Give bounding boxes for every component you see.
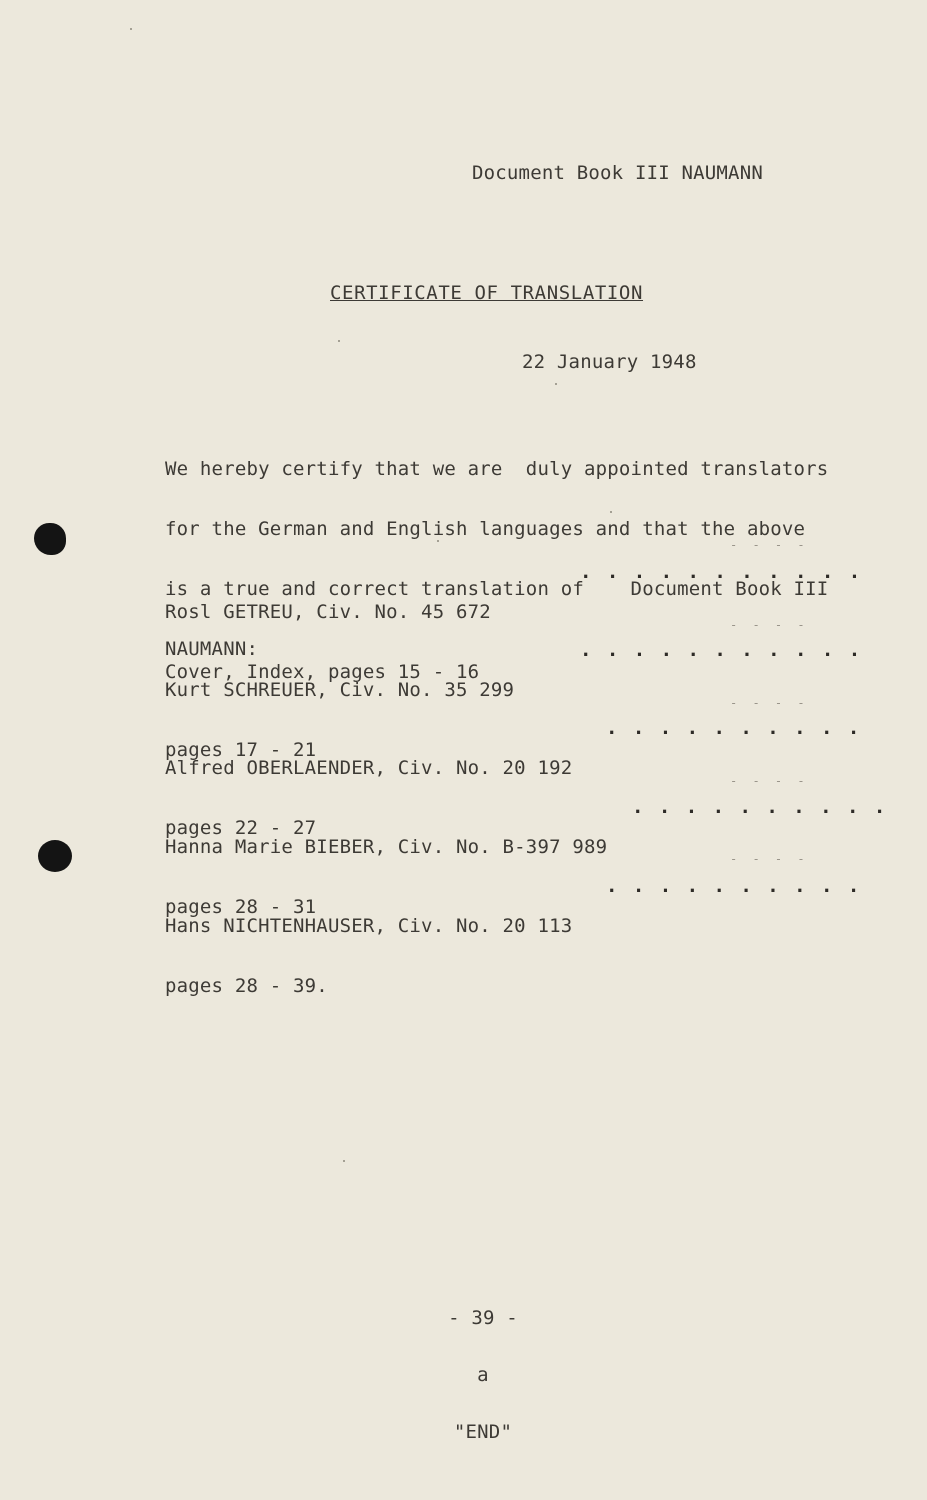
translator-name: Hanna Marie BIEBER, Civ. No. B-397 989 xyxy=(165,836,608,858)
signature-dots: . . . . . . . . . . xyxy=(606,875,862,897)
page-footer xyxy=(438,1268,528,1482)
translator-pages: Cover, Index, pages 15 - 16 xyxy=(165,661,480,683)
faint-dash-mark: - - - - xyxy=(730,852,809,866)
punch-hole xyxy=(34,523,66,555)
signature-dots: . . . . . . . . . . xyxy=(632,796,888,818)
translator-name: Rosl GETREU, Civ. No. 45 672 xyxy=(165,601,491,623)
end-marker: "END" xyxy=(453,1421,513,1443)
translator-entry xyxy=(165,876,572,1036)
signature-dots: . . . . . . . . . . xyxy=(606,717,862,739)
page-number: - 39 - xyxy=(448,1307,518,1329)
faint-dash-mark: - - - - xyxy=(730,618,809,632)
punch-hole xyxy=(38,840,72,872)
paper-speck xyxy=(338,340,340,342)
page-suffix: a xyxy=(477,1364,489,1386)
certification-line: is a true and correct translation of Document Book III xyxy=(165,578,829,600)
signature-dots: . . . . . . . . . . . xyxy=(580,561,863,583)
paper-speck xyxy=(555,383,557,385)
certification-line: for the German and English languages and that the above xyxy=(165,518,806,540)
paper-speck xyxy=(343,1160,345,1162)
document-reference: Document Book III NAUMANN xyxy=(472,162,763,184)
translator-pages: pages 17 - 21 xyxy=(165,739,317,761)
paper-speck xyxy=(610,511,612,513)
translator-name: Alfred OBERLAENDER, Civ. No. 20 192 xyxy=(165,757,573,779)
signature-dots: . . . . . . . . . . . xyxy=(580,639,863,661)
translator-name: Hans NICHTENHAUSER, Civ. No. 20 113 xyxy=(165,915,573,937)
translator-pages: pages 22 - 27 xyxy=(165,817,317,839)
translator-name: Kurt SCHREUER, Civ. No. 35 299 xyxy=(165,679,515,701)
certification-line: We hereby certify that we are duly appointed translators xyxy=(165,458,829,480)
paper-speck xyxy=(130,28,132,30)
faint-dash-mark: - - - - xyxy=(730,538,809,552)
document-title: CERTIFICATE OF TRANSLATION xyxy=(330,282,644,304)
paper-speck xyxy=(437,540,439,542)
translator-pages: pages 28 - 31 xyxy=(165,896,317,918)
translator-pages: pages 28 - 39. xyxy=(165,975,328,997)
certification-line: NAUMANN: xyxy=(165,638,259,660)
faint-dash-mark: - - - - xyxy=(730,696,809,710)
faint-dash-mark: - - - - xyxy=(730,774,809,788)
document-date: 22 January 1948 xyxy=(522,351,697,373)
